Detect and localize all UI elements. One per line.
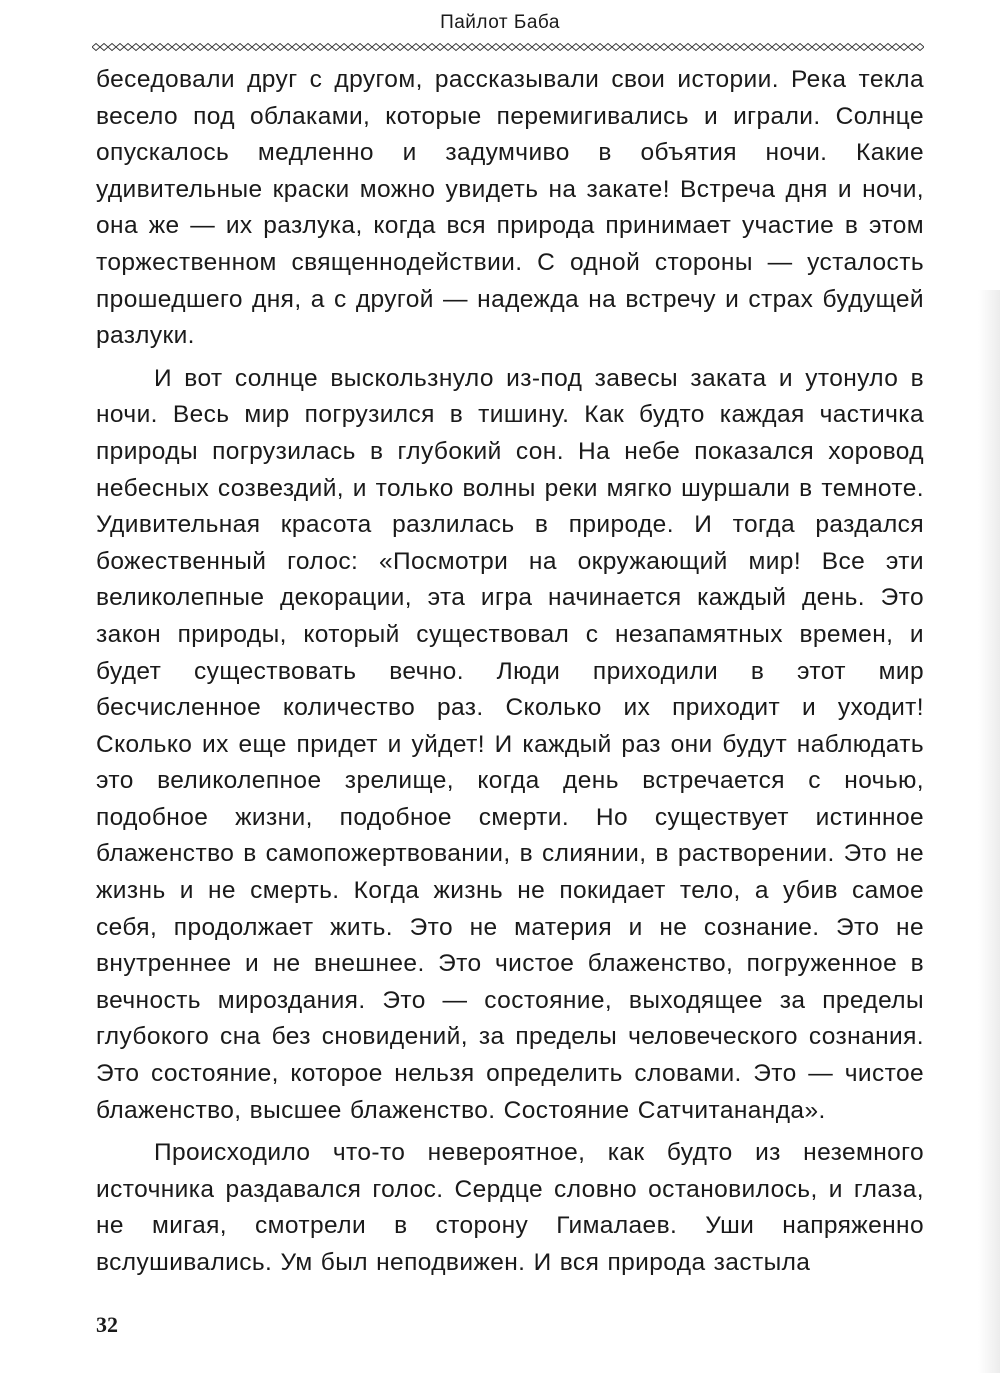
page-number: 32 — [96, 1312, 118, 1337]
paragraph: Происходило что-то невероятное, как будто из неземного источника раздавался голос. Сердце словно остановилось, и глаза, не мигая, смотрели в сторону Гималаев. Уши напряженно вслушивались. Ум был неподвижен. И вся природа застыла — [96, 1139, 924, 1276]
body-text — [96, 62, 924, 1282]
ornamental-rule — [92, 42, 924, 52]
scan-edge-shadow — [978, 290, 1000, 1373]
paragraph-continued: беседовали друг с другом, рассказывали свои истории. Река текла весело под облаками, которые перемигивались и играли. Солнце опускалось медленно и задумчиво в объятия ночи. Какие удивительные краски можно увидеть на закате! Встреча дня и ночи, она же — их разлука, когда вся природа принимает участие в этом торжественном священнодействии. С одной стороны — усталость прошедшего дня, а с другой — надежда на встречу и страх будущей разлуки. — [96, 66, 924, 350]
paragraph: И вот солнце выскользнуло из-под завесы заката и утонуло в ночи. Весь мир погрузился в тишину. Как будто каждая частичка природы погрузилась в глубокий сон. На небе показался хоровод небесных созвездий, и только волны реки мягко шуршали в темноте. Удивительная красота разлилась в природе. И тогда раздался божественный голос: «Посмотри на окружающий мир! Все эти великолепные декорации, эта игра начинается каждый день. Это закон природы, который существовал с незапамятных времен, и будет существовать вечно. Люди приходили в этот мир бесчисленное количество раз. Сколько их приходит и уходит! Сколько их еще придет и уйдет! И каждый раз они будут наблюдать это великолепное зрелище, когда день встречается с ночью, подобное жизни, подобное смерти. Но существует истинное блаженство в самопожертвовании, в слиянии, в растворении. Это не жизнь и не смерть. Когда жизнь не покидает тело, а убив самое себя, продолжает жить. Это не материя и не сознание. Это не внутреннее и не внешнее. Это чистое блаженство, погруженное в вечность мироздания. Это — состояние, выходящее за пределы глубокого сна без сновидений, за пределы человеческого сознания. Это состояние, которое нельзя определить словами. Это — чистое блаженство, высшее блаженство. Состояние Сатчитананда». — [96, 364, 924, 1124]
running-head: Пайлот Баба — [440, 12, 560, 33]
